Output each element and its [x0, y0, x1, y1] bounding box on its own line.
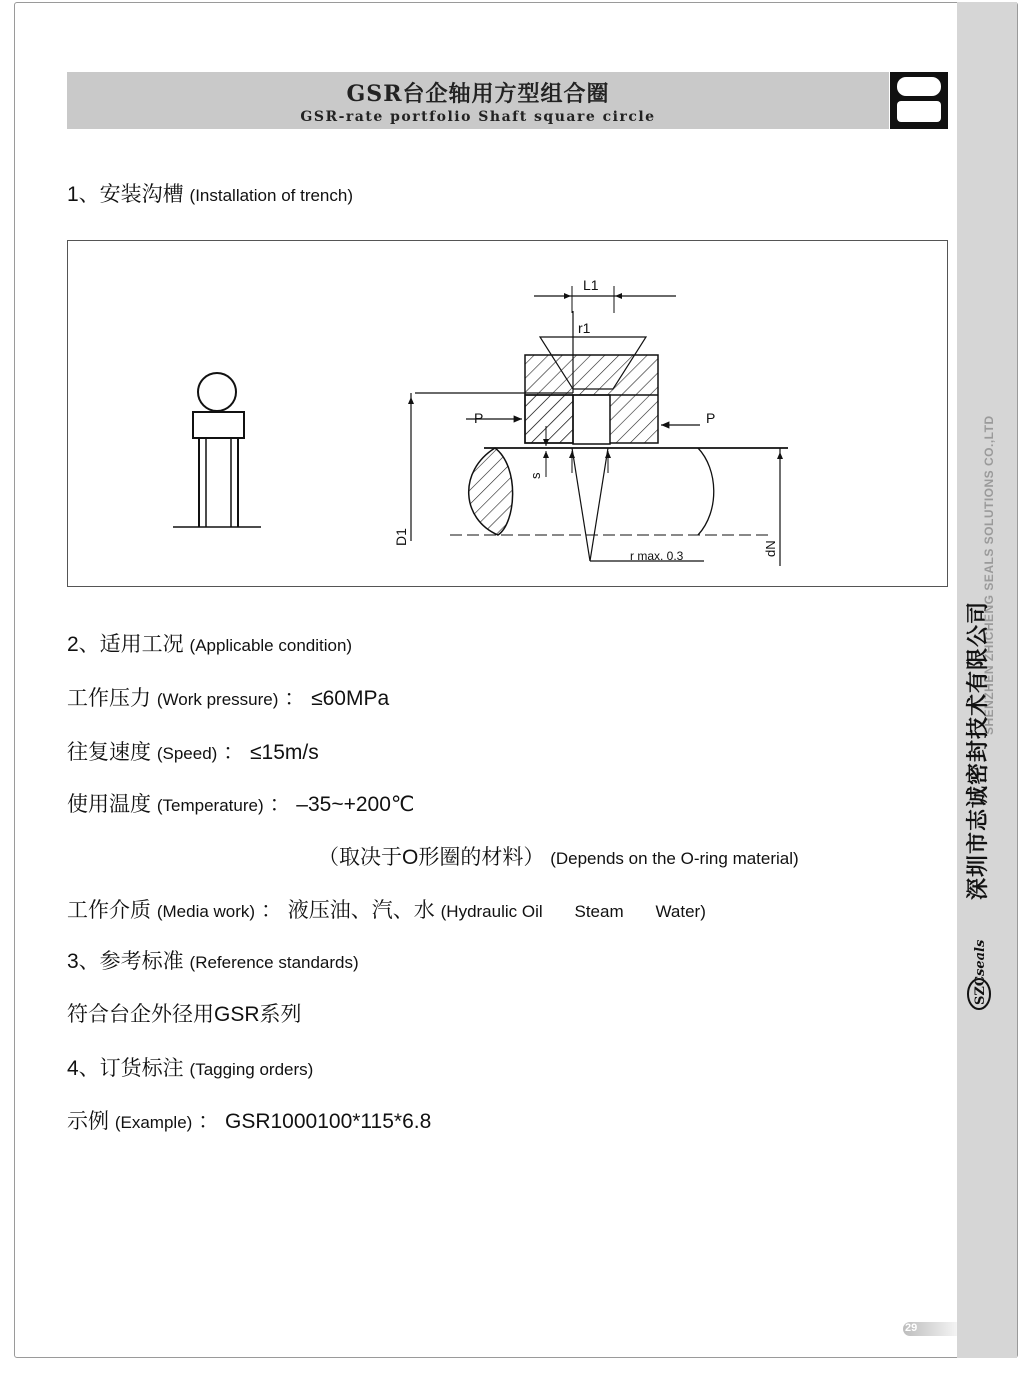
section-installation-zh: 1、安装沟槽	[67, 183, 184, 206]
section-standards-heading	[67, 945, 359, 975]
temperature-line	[67, 788, 414, 818]
temperature-note-line	[318, 841, 799, 871]
example-zh: 示例	[67, 1110, 109, 1133]
groove-cross-section	[393, 277, 788, 566]
media-line	[67, 894, 706, 924]
work-pressure-value: ≤60MPa	[311, 687, 390, 710]
section-conditions-zh: 2、适用工况	[67, 633, 184, 656]
work-pressure-line	[67, 682, 389, 712]
page-number	[903, 1322, 957, 1336]
section-installation-en: (Installation of trench)	[189, 186, 353, 205]
media-sep: ：	[260, 899, 282, 922]
temperature-sep: ：	[269, 793, 291, 816]
speed-line	[67, 736, 319, 766]
work-pressure-sep: ：	[284, 687, 306, 710]
page-number-text: 29	[905, 1322, 918, 1334]
section-orders-zh: 4、订货标注	[67, 1057, 184, 1080]
media-value: 液压油、汽、水	[287, 899, 435, 922]
example-en: (Example)	[114, 1113, 193, 1132]
company-english-name: SHENZHEN ZHICHENG SEALS SOLUTIONS CO.,LTD	[982, 415, 996, 735]
media-en-value-steam: Steam	[574, 902, 624, 921]
label-s: s	[528, 472, 543, 479]
temperature-note-en: (Depends on the O-ring material)	[550, 849, 799, 868]
section-conditions-heading	[67, 628, 352, 658]
example-line	[67, 1105, 431, 1135]
company-chinese-name: 深圳市志诚密封技术有限公司	[965, 600, 991, 900]
work-pressure-en: (Work pressure)	[156, 690, 279, 709]
svg-text:seals: seals	[973, 939, 988, 976]
label-P-right: P	[706, 410, 716, 426]
label-D1: D1	[393, 528, 409, 546]
temperature-en: (Temperature)	[156, 796, 264, 815]
speed-sep: ：	[223, 741, 245, 764]
temperature-note-zh: （取决于O形圈的材料）	[318, 846, 545, 869]
section-standards-zh: 3、参考标准	[67, 950, 184, 973]
page-subtitle: GSR-rate portfolio Shaft square circle	[300, 109, 656, 125]
groove-diagram	[67, 240, 948, 587]
label-r1: r1	[578, 320, 591, 336]
section-standards-en: (Reference standards)	[189, 953, 359, 972]
section-orders-en: (Tagging orders)	[189, 1060, 314, 1079]
standard-text: 符合台企外径用GSR系列	[67, 1003, 302, 1026]
label-dN: dN	[763, 540, 778, 557]
page-title: GSR台企轴用方型组合圈	[346, 81, 610, 107]
media-zh: 工作介质	[67, 899, 151, 922]
work-pressure-zh: 工作压力	[67, 687, 151, 710]
svg-text:SZC: SZC	[973, 975, 988, 1005]
temperature-zh: 使用温度	[67, 793, 151, 816]
temperature-value: –35~+200℃	[296, 793, 415, 816]
label-rmax: r max. 0.3	[630, 549, 684, 563]
seal-profile-icon	[890, 72, 948, 129]
media-en-value-water: Water)	[655, 902, 706, 921]
speed-zh: 往复速度	[67, 741, 151, 764]
example-value: GSR1000100*115*6.8	[225, 1110, 432, 1133]
label-P-left: P	[474, 410, 484, 426]
media-en-value-oil: (Hydraulic Oil	[440, 902, 543, 921]
label-L1: L1	[583, 277, 599, 293]
o-ring-side-view	[173, 373, 261, 527]
section-orders-heading	[67, 1052, 313, 1082]
section-conditions-en: (Applicable condition)	[189, 636, 353, 655]
media-en: (Media work)	[156, 902, 256, 921]
szc-brand-logo	[962, 928, 996, 1014]
speed-value: ≤15m/s	[250, 741, 319, 764]
speed-en: (Speed)	[156, 744, 218, 763]
section-installation-heading	[67, 178, 353, 208]
example-sep: ：	[198, 1110, 220, 1133]
